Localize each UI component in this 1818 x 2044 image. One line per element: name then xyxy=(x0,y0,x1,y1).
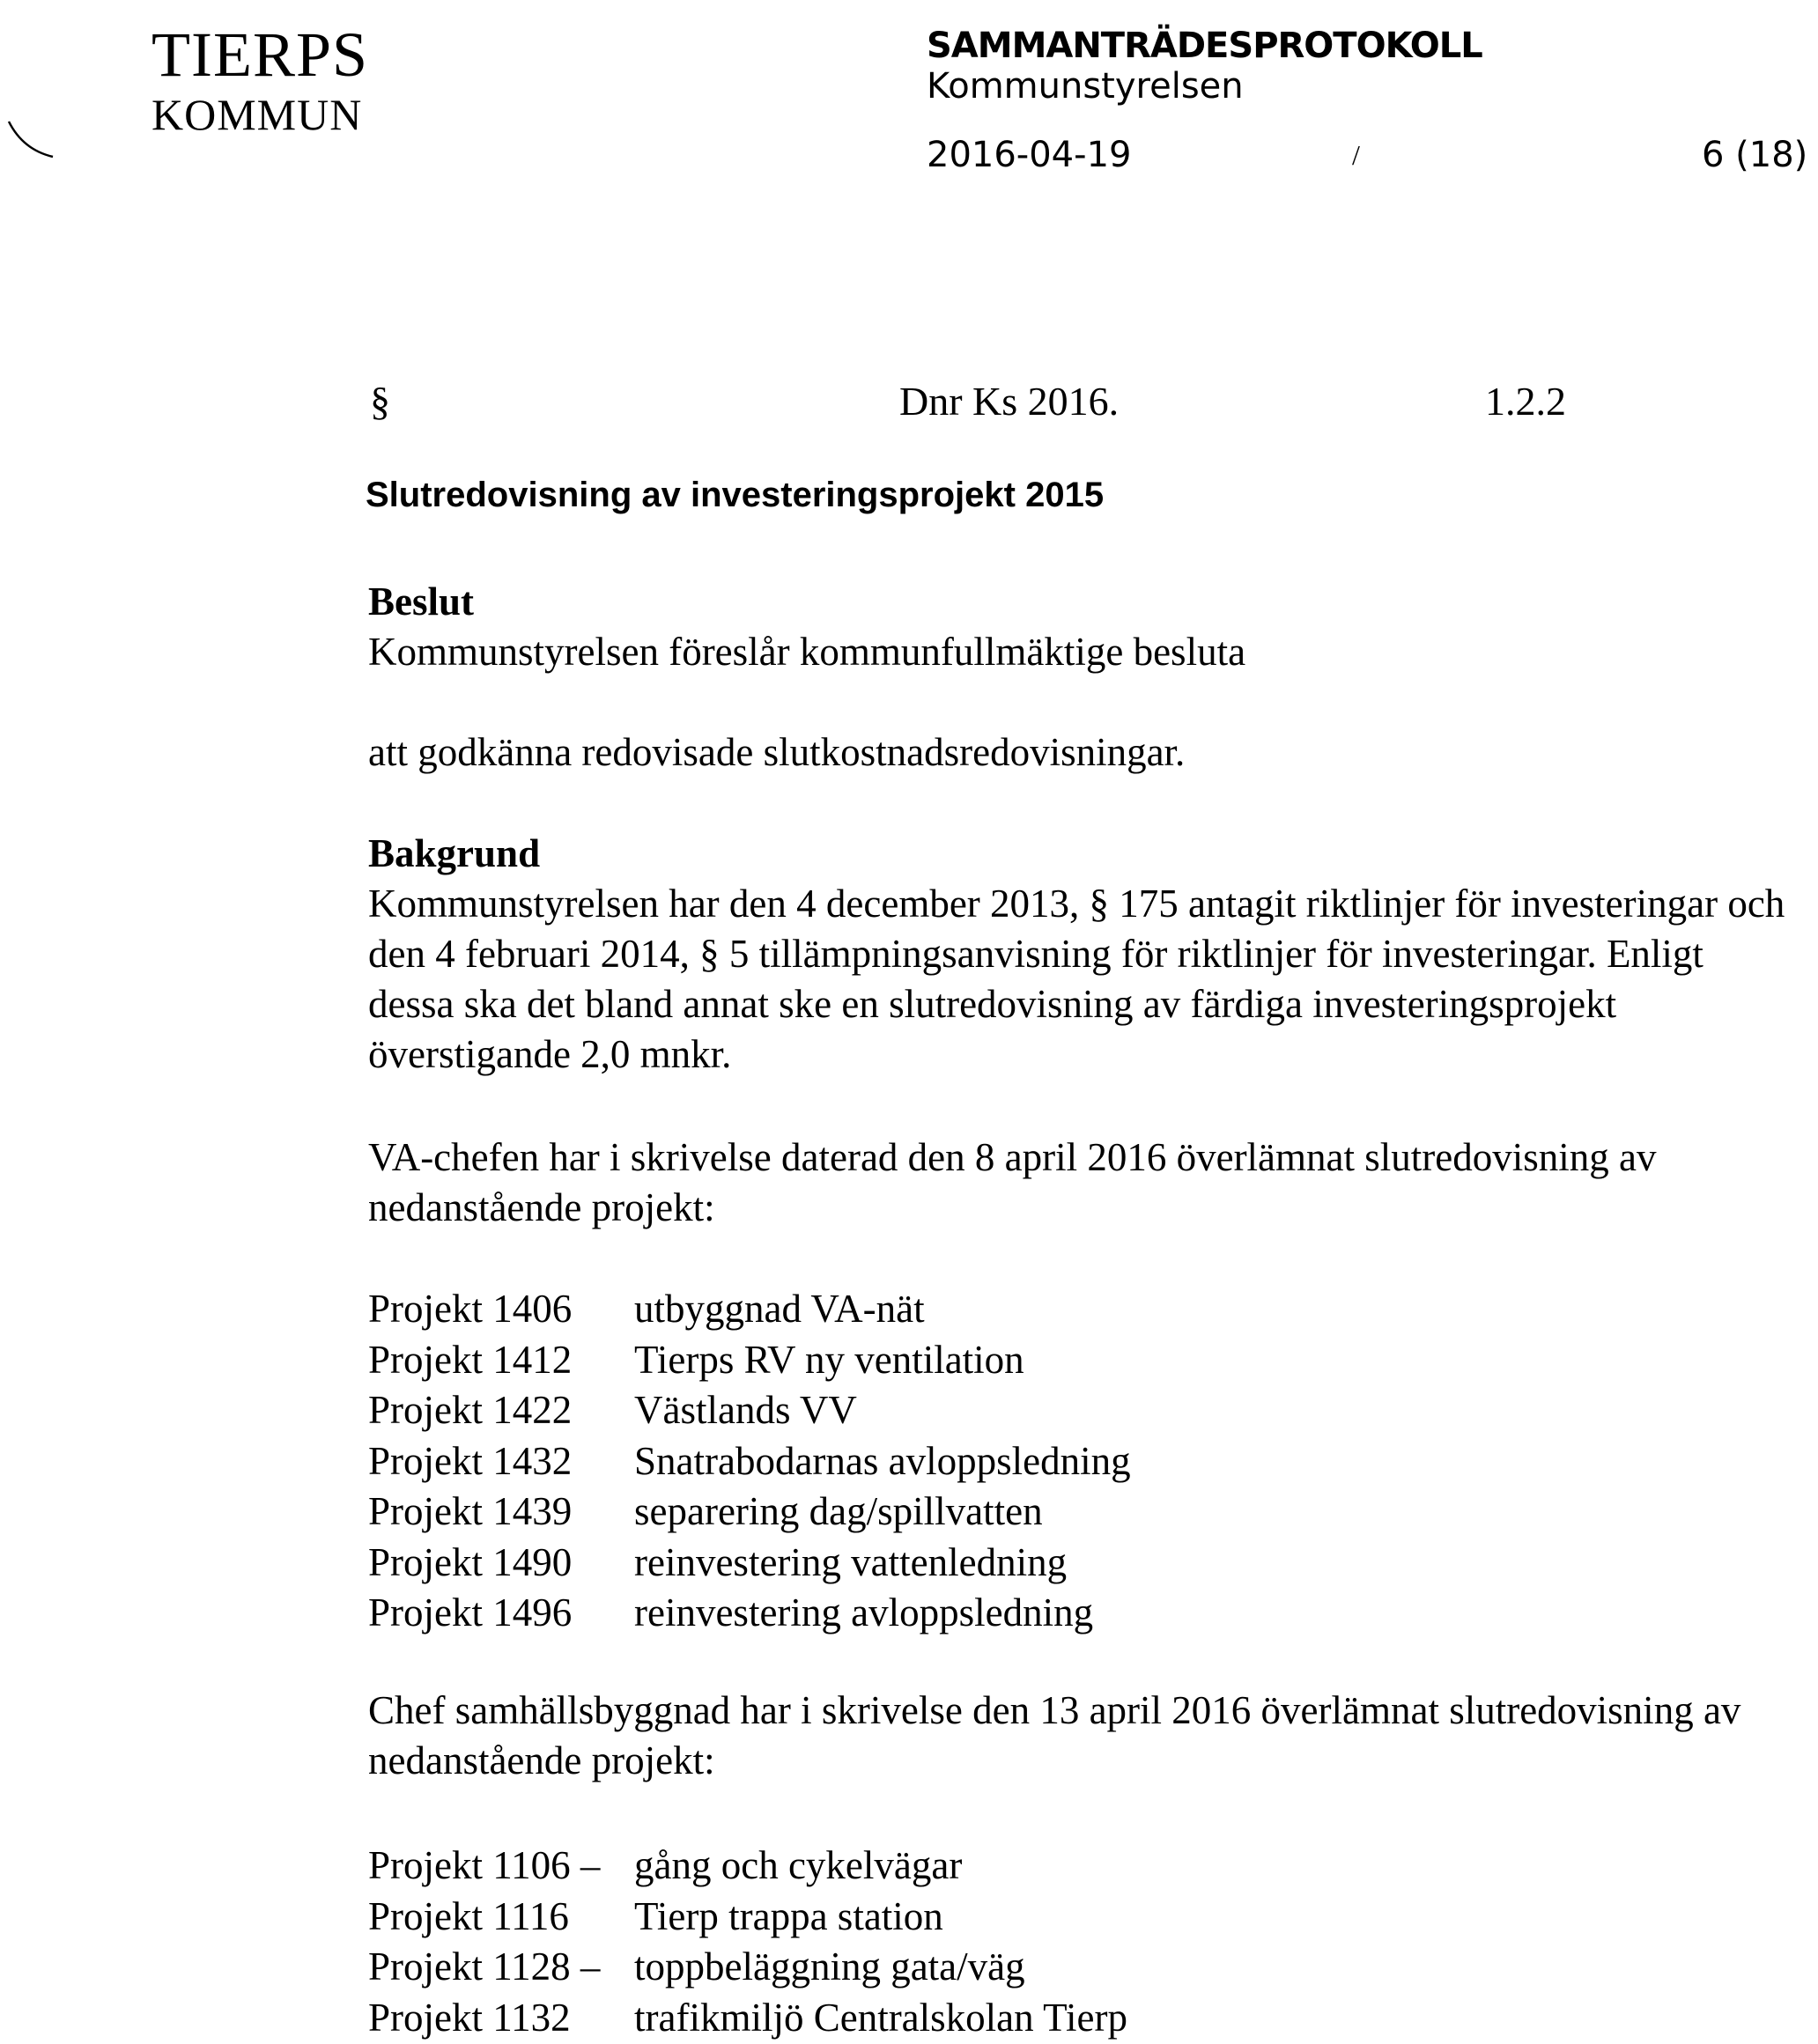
meeting-date: 2016-04-19 xyxy=(927,135,1132,175)
beslut-line1: Kommunstyrelsen föreslår kommunfullmäktige besluta xyxy=(368,630,1246,674)
bakgrund-section xyxy=(368,829,1795,1080)
project-number: Projekt 1412 xyxy=(368,1337,573,1382)
project-description: separering dag/spillvatten xyxy=(634,1489,1043,1533)
section-title: Slutredovisning av investeringsprojekt 2015 xyxy=(366,476,1105,514)
document-title: SAMMANTRÄDESPROTOKOLL xyxy=(927,26,1482,66)
project-number: Projekt 1116 xyxy=(368,1893,569,1938)
project-description: Snatrabodarnas avloppsledning xyxy=(634,1438,1131,1483)
list-item xyxy=(368,1588,1131,1639)
paragraph-sign: § xyxy=(370,379,390,424)
va-project-list xyxy=(368,1284,1131,1639)
diary-number: Dnr Ks 2016. xyxy=(899,379,1120,424)
page-number: 6 (18) xyxy=(1702,135,1808,175)
project-number: Projekt 1422 xyxy=(368,1388,573,1432)
list-item xyxy=(368,1335,1131,1386)
list-item xyxy=(368,1892,1127,1943)
project-number: Projekt 1132 xyxy=(368,1995,571,2040)
logo-sub: KOMMUN xyxy=(152,90,363,139)
project-description: toppbeläggning gata/väg xyxy=(634,1944,1025,1989)
logo-name: TIERPS xyxy=(152,19,369,90)
project-description: gång och cykelvägar xyxy=(634,1843,963,1887)
project-description: Tierps RV ny ventilation xyxy=(634,1337,1024,1382)
list-item xyxy=(368,1942,1127,1993)
sb-project-list xyxy=(368,1841,1127,2043)
list-item xyxy=(368,1385,1131,1436)
va-intro xyxy=(368,1133,1795,1233)
document-body: Kommunstyrelsen xyxy=(927,66,1244,107)
sb-text: Chef samhällsbyggnad har i skrivelse den 13 april 2016 överlämnat slutredovisning av nedanstående projekt: xyxy=(368,1688,1741,1782)
beslut-decision xyxy=(368,727,1795,778)
project-number: Projekt 1432 xyxy=(368,1438,573,1483)
sb-intro xyxy=(368,1686,1795,1786)
project-description: utbyggnad VA-nät xyxy=(634,1287,925,1331)
project-number: Projekt 1490 xyxy=(368,1539,573,1584)
list-item xyxy=(368,1487,1131,1538)
project-description: trafikmiljö Centralskolan Tierp xyxy=(634,1995,1127,2040)
project-description: reinvestering vattenledning xyxy=(634,1539,1068,1584)
scan-mark xyxy=(7,120,55,159)
list-item xyxy=(368,1538,1131,1589)
beslut-heading: Beslut xyxy=(368,579,475,624)
beslut-section xyxy=(368,577,1795,677)
list-item xyxy=(368,1993,1127,2044)
project-description: Västlands VV xyxy=(634,1388,857,1432)
project-number: Projekt 1128 – xyxy=(368,1944,601,1989)
list-item xyxy=(368,1436,1131,1487)
list-item xyxy=(368,1284,1131,1335)
project-number: Projekt 1439 xyxy=(368,1489,573,1533)
municipality-logo xyxy=(152,19,368,139)
bakgrund-text: Kommunstyrelsen har den 4 december 2013, § 175 antagit riktlinjer för investeringar och den 4 februari 2014, § 5 tillämpningsanvisning för riktlinjer för investeringar. Enligt dessa ska det bland annat ske en slutredovisning av färdiga investeringsprojekt överstigande 2,0 mnkr. xyxy=(368,882,1785,1076)
project-description: Tierp trappa station xyxy=(634,1893,943,1938)
project-description: reinvestering avloppsledning xyxy=(634,1590,1094,1634)
project-number: Projekt 1496 xyxy=(368,1590,573,1634)
list-item xyxy=(368,1841,1127,1892)
project-number: Projekt 1406 xyxy=(368,1287,573,1331)
bakgrund-heading: Bakgrund xyxy=(368,831,541,875)
classification-code: 1.2.2 xyxy=(1485,379,1566,424)
beslut-line2: att godkänna redovisade slutkostnadsredovisningar. xyxy=(368,730,1186,774)
scan-tick: / xyxy=(1352,139,1360,171)
project-number: Projekt 1106 – xyxy=(368,1843,601,1887)
va-text: VA-chefen har i skrivelse daterad den 8 april 2016 överlämnat slutredovisning av nedanstående projekt: xyxy=(368,1135,1657,1229)
